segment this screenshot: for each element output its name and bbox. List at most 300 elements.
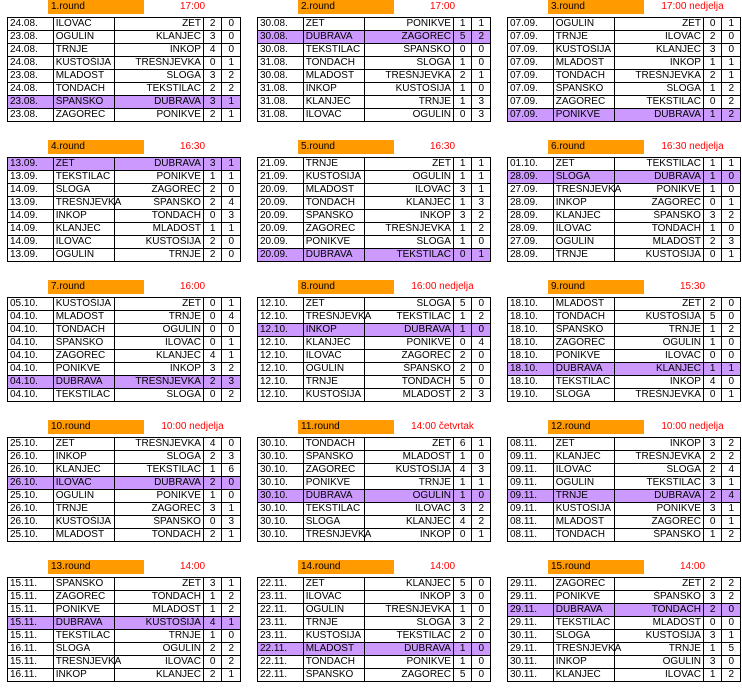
- away-score: 3: [472, 197, 491, 210]
- home-score: 1: [453, 83, 472, 96]
- away-score: 2: [722, 669, 741, 682]
- home-team: SLOGA: [53, 643, 114, 656]
- home-score: 1: [703, 158, 722, 171]
- away-score: 0: [222, 630, 241, 643]
- match-row: [8, 31, 241, 44]
- home-score: 2: [703, 464, 722, 477]
- match-row: [508, 184, 741, 197]
- match-date: 30.08.: [258, 31, 304, 44]
- away-score: 0: [222, 249, 241, 262]
- home-team: DUBRAVA: [303, 490, 364, 503]
- match-date: 30.10.: [258, 477, 304, 490]
- away-score: 1: [472, 171, 491, 184]
- home-team: ZAGOREC: [303, 223, 364, 236]
- match-row: [8, 503, 241, 516]
- away-team: DUBRAVA: [614, 490, 703, 503]
- away-team: TREŠNJEVKA: [364, 604, 453, 617]
- away-score: 0: [472, 350, 491, 363]
- home-score: 1: [703, 324, 722, 337]
- away-score: 1: [222, 503, 241, 516]
- away-team: PONIKVE: [364, 18, 453, 31]
- home-team: OGULIN: [53, 490, 114, 503]
- match-row: [258, 249, 491, 262]
- away-team: TRNJE: [614, 643, 703, 656]
- home-team: KUSTOŠIJA: [53, 516, 114, 529]
- home-team: ILOVAC: [303, 109, 364, 122]
- away-score: 1: [722, 477, 741, 490]
- match-row: [8, 363, 241, 376]
- away-team: KLANJEC: [114, 669, 203, 682]
- home-team: INKOP: [53, 669, 114, 682]
- match-row: [508, 464, 741, 477]
- away-score: 0: [722, 298, 741, 311]
- away-score: 0: [472, 363, 491, 376]
- matches-table: [257, 437, 491, 542]
- away-score: 1: [722, 363, 741, 376]
- home-score: 0: [703, 249, 722, 262]
- match-row: [8, 477, 241, 490]
- away-team: ZAGOREC: [364, 350, 453, 363]
- away-team: MLADOST: [364, 389, 453, 402]
- match-row: [8, 669, 241, 682]
- home-score: 0: [453, 44, 472, 57]
- away-score: 0: [722, 350, 741, 363]
- home-score: 1: [703, 57, 722, 70]
- home-team: MLADOST: [553, 57, 614, 70]
- match-date: 16.11.: [8, 669, 54, 682]
- match-date: 22.11.: [258, 669, 304, 682]
- away-team: KUSTOŠIJA: [114, 236, 203, 249]
- match-row: [508, 630, 741, 643]
- round-label: 11.round: [298, 420, 394, 434]
- away-team: OGULIN: [114, 643, 203, 656]
- home-score: 4: [703, 376, 722, 389]
- round-header: [507, 280, 741, 294]
- match-date: 12.10.: [258, 337, 304, 350]
- match-row: [258, 311, 491, 324]
- match-row: [258, 350, 491, 363]
- home-team: TONDACH: [53, 83, 114, 96]
- match-row: [508, 438, 741, 451]
- home-team: SLOGA: [303, 516, 364, 529]
- away-score: 0: [222, 490, 241, 503]
- home-score: 4: [453, 516, 472, 529]
- match-row: [8, 591, 241, 604]
- home-score: 2: [453, 350, 472, 363]
- round-header: [7, 420, 241, 434]
- match-date: 20.09.: [258, 197, 304, 210]
- away-score: 1: [472, 529, 491, 542]
- away-team: ŠPANSKO: [114, 516, 203, 529]
- away-team: DUBRAVA: [614, 171, 703, 184]
- away-team: ŠPANSKO: [364, 44, 453, 57]
- home-team: ILOVAC: [553, 464, 614, 477]
- away-score: 3: [722, 236, 741, 249]
- match-date: 15.11.: [8, 656, 54, 669]
- home-score: 0: [203, 324, 222, 337]
- home-score: 2: [203, 236, 222, 249]
- away-score: 2: [472, 617, 491, 630]
- match-date: 29.11.: [508, 604, 554, 617]
- match-row: [258, 477, 491, 490]
- away-team: ZET: [114, 18, 203, 31]
- match-date: 28.09.: [508, 223, 554, 236]
- match-date: 04.10.: [8, 363, 54, 376]
- away-score: 1: [222, 578, 241, 591]
- away-team: TONDACH: [114, 591, 203, 604]
- match-row: [8, 44, 241, 57]
- match-row: [8, 197, 241, 210]
- home-score: 3: [203, 70, 222, 83]
- match-row: [508, 109, 741, 122]
- match-date: 14.09.: [8, 210, 54, 223]
- match-date: 13.09.: [8, 197, 54, 210]
- match-row: [8, 451, 241, 464]
- match-date: 07.09.: [508, 96, 554, 109]
- home-score: 0: [703, 350, 722, 363]
- away-score: 2: [222, 389, 241, 402]
- home-team: ZAGOREC: [303, 464, 364, 477]
- match-row: [8, 516, 241, 529]
- away-score: 0: [472, 236, 491, 249]
- away-team: SLOGA: [114, 389, 203, 402]
- away-team: KLANJEC: [364, 197, 453, 210]
- match-date: 28.09.: [508, 210, 554, 223]
- home-score: 2: [203, 18, 222, 31]
- home-team: ILOVAC: [53, 18, 114, 31]
- match-row: [508, 18, 741, 31]
- match-date: 04.10.: [8, 376, 54, 389]
- away-team: OGULIN: [114, 324, 203, 337]
- home-score: 3: [453, 503, 472, 516]
- match-date: 20.09.: [258, 210, 304, 223]
- away-team: DUBRAVA: [114, 477, 203, 490]
- match-row: [258, 223, 491, 236]
- home-team: TREŠNJEVKA: [553, 184, 614, 197]
- match-date: 29.11.: [508, 591, 554, 604]
- home-team: TRNJE: [553, 490, 614, 503]
- away-score: 3: [222, 210, 241, 223]
- home-team: OGULIN: [53, 31, 114, 44]
- match-date: 09.11.: [508, 451, 554, 464]
- home-team: ZET: [303, 298, 364, 311]
- away-score: 0: [472, 656, 491, 669]
- away-score: 0: [472, 630, 491, 643]
- round-header: [257, 560, 491, 574]
- away-score: 2: [722, 96, 741, 109]
- home-score: 0: [453, 109, 472, 122]
- away-team: INKOP: [614, 438, 703, 451]
- home-score: 3: [203, 363, 222, 376]
- away-score: 0: [472, 376, 491, 389]
- away-score: 0: [472, 298, 491, 311]
- home-score: 0: [203, 337, 222, 350]
- match-date: 26.10.: [8, 477, 54, 490]
- away-score: 2: [472, 516, 491, 529]
- away-score: 2: [222, 643, 241, 656]
- match-date: 04.10.: [8, 389, 54, 402]
- match-row: [8, 171, 241, 184]
- away-score: 2: [222, 83, 241, 96]
- away-team: INKOP: [364, 591, 453, 604]
- match-row: [508, 503, 741, 516]
- match-row: [258, 464, 491, 477]
- match-date: 13.09.: [8, 158, 54, 171]
- match-date: 09.11.: [508, 464, 554, 477]
- away-score: 0: [472, 578, 491, 591]
- home-score: 3: [703, 503, 722, 516]
- away-team: DUBRAVA: [614, 109, 703, 122]
- round-header: [257, 0, 491, 14]
- away-score: 0: [472, 57, 491, 70]
- away-team: KLANJEC: [114, 31, 203, 44]
- home-team: KUSTOŠIJA: [303, 630, 364, 643]
- match-row: [258, 210, 491, 223]
- match-date: 30.10.: [258, 503, 304, 516]
- away-score: 1: [222, 96, 241, 109]
- match-row: [508, 298, 741, 311]
- match-row: [8, 311, 241, 324]
- match-date: 12.10.: [258, 311, 304, 324]
- match-row: [8, 324, 241, 337]
- away-score: 5: [722, 643, 741, 656]
- home-score: 0: [703, 389, 722, 402]
- away-score: 0: [472, 591, 491, 604]
- home-team: MLADOST: [53, 311, 114, 324]
- round-block: [7, 0, 241, 122]
- away-score: 1: [722, 249, 741, 262]
- home-team: TEKSTILAC: [553, 376, 614, 389]
- away-team: OGULIN: [364, 109, 453, 122]
- away-team: ŠPANSKO: [114, 197, 203, 210]
- home-score: 1: [703, 643, 722, 656]
- match-date: 07.09.: [508, 109, 554, 122]
- away-score: 1: [222, 158, 241, 171]
- home-score: 6: [453, 438, 472, 451]
- round-header: [257, 140, 491, 154]
- home-team: TRNJE: [303, 376, 364, 389]
- away-team: KUSTOŠIJA: [614, 249, 703, 262]
- away-team: MLADOST: [114, 604, 203, 617]
- home-score: 0: [703, 617, 722, 630]
- away-team: TREŠNJEVKA: [614, 451, 703, 464]
- match-row: [258, 109, 491, 122]
- away-score: 0: [222, 324, 241, 337]
- matches-table: [7, 577, 241, 682]
- home-team: MLADOST: [553, 516, 614, 529]
- match-row: [8, 337, 241, 350]
- home-score: 0: [453, 337, 472, 350]
- away-team: ZET: [364, 438, 453, 451]
- match-row: [258, 31, 491, 44]
- match-row: [8, 630, 241, 643]
- home-score: 5: [453, 298, 472, 311]
- home-score: 3: [453, 210, 472, 223]
- home-team: TONDACH: [303, 57, 364, 70]
- round-block: [257, 560, 491, 682]
- home-team: TREŠNJEVKA: [303, 311, 364, 324]
- match-date: 27.09.: [508, 236, 554, 249]
- home-team: TONDACH: [553, 70, 614, 83]
- home-team: ZET: [53, 158, 114, 171]
- home-team: MLADOST: [53, 529, 114, 542]
- match-date: 18.10.: [508, 337, 554, 350]
- matches-table: [257, 577, 491, 682]
- away-score: 0: [222, 236, 241, 249]
- away-score: 1: [222, 298, 241, 311]
- match-date: 04.10.: [8, 337, 54, 350]
- match-date: 20.09.: [258, 223, 304, 236]
- match-row: [508, 324, 741, 337]
- away-score: 2: [472, 210, 491, 223]
- round-block: [7, 280, 241, 402]
- match-date: 29.11.: [508, 617, 554, 630]
- home-team: ILOVAC: [53, 236, 114, 249]
- home-score: 1: [703, 363, 722, 376]
- match-date: 12.10.: [258, 376, 304, 389]
- away-score: 0: [472, 451, 491, 464]
- round-header: [257, 280, 491, 294]
- away-team: ILOVAC: [614, 31, 703, 44]
- away-score: 3: [472, 464, 491, 477]
- home-score: 5: [453, 31, 472, 44]
- home-team: DUBRAVA: [553, 604, 614, 617]
- match-date: 18.10.: [508, 363, 554, 376]
- away-team: INKOP: [614, 376, 703, 389]
- match-row: [508, 223, 741, 236]
- match-date: 30.10.: [258, 529, 304, 542]
- home-score: 4: [203, 617, 222, 630]
- home-score: 2: [203, 83, 222, 96]
- match-row: [258, 83, 491, 96]
- match-date: 18.10.: [508, 350, 554, 363]
- away-score: 3: [472, 389, 491, 402]
- round-block: [507, 0, 741, 122]
- away-score: 2: [722, 438, 741, 451]
- match-row: [508, 171, 741, 184]
- round-time: 14:00: [679, 561, 706, 572]
- home-score: 1: [203, 171, 222, 184]
- matches-table: [7, 17, 241, 122]
- round-label: 2.round: [298, 0, 394, 14]
- home-team: MLADOST: [53, 70, 114, 83]
- match-row: [508, 249, 741, 262]
- away-score: 2: [722, 83, 741, 96]
- round-label: 13.round: [48, 560, 144, 574]
- match-row: [508, 31, 741, 44]
- home-team: ŠPANSKO: [553, 324, 614, 337]
- home-score: 1: [453, 490, 472, 503]
- home-team: KLANJEC: [53, 464, 114, 477]
- match-row: [258, 324, 491, 337]
- home-score: 1: [453, 197, 472, 210]
- match-row: [8, 578, 241, 591]
- home-team: KUSTOŠIJA: [303, 171, 364, 184]
- match-date: 08.11.: [508, 438, 554, 451]
- home-score: 3: [703, 656, 722, 669]
- home-score: 3: [703, 630, 722, 643]
- away-score: 0: [722, 44, 741, 57]
- away-score: 0: [222, 438, 241, 451]
- home-team: KLANJEC: [303, 337, 364, 350]
- away-team: TEKSTILAC: [364, 630, 453, 643]
- away-team: PONIKVE: [114, 109, 203, 122]
- match-date: 20.09.: [258, 184, 304, 197]
- home-team: TREŠNJEVKA: [53, 656, 114, 669]
- home-team: ZAGOREC: [53, 350, 114, 363]
- match-row: [508, 656, 741, 669]
- away-team: DUBRAVA: [364, 643, 453, 656]
- match-row: [258, 184, 491, 197]
- match-date: 28.09.: [508, 171, 554, 184]
- home-team: SLOGA: [553, 171, 614, 184]
- away-team: SLOGA: [614, 83, 703, 96]
- match-row: [258, 337, 491, 350]
- away-team: PONIKVE: [114, 171, 203, 184]
- match-date: 20.09.: [258, 249, 304, 262]
- away-team: SLOGA: [364, 617, 453, 630]
- match-row: [508, 158, 741, 171]
- away-score: 0: [472, 44, 491, 57]
- home-team: ZET: [553, 158, 614, 171]
- home-team: KUSTOŠIJA: [553, 44, 614, 57]
- home-team: ŠPANSKO: [303, 210, 364, 223]
- home-team: OGULIN: [303, 363, 364, 376]
- away-score: 3: [222, 451, 241, 464]
- match-date: 15.11.: [8, 630, 54, 643]
- match-row: [258, 57, 491, 70]
- home-team: TRNJE: [303, 617, 364, 630]
- round-header: [257, 420, 491, 434]
- matches-table: [7, 297, 241, 402]
- match-date: 31.08.: [258, 83, 304, 96]
- away-team: ZET: [114, 578, 203, 591]
- away-score: 2: [722, 578, 741, 591]
- home-score: 2: [453, 363, 472, 376]
- away-team: ZAGOREC: [614, 197, 703, 210]
- away-score: 2: [472, 311, 491, 324]
- match-date: 26.10.: [8, 516, 54, 529]
- match-date: 08.11.: [508, 516, 554, 529]
- match-row: [8, 604, 241, 617]
- away-score: 1: [722, 389, 741, 402]
- round-label: 1.round: [48, 0, 144, 14]
- home-score: 1: [453, 643, 472, 656]
- away-score: 2: [722, 109, 741, 122]
- match-row: [8, 184, 241, 197]
- home-score: 3: [453, 591, 472, 604]
- away-team: ŠPANSKO: [614, 529, 703, 542]
- match-date: 12.10.: [258, 389, 304, 402]
- match-date: 22.11.: [258, 643, 304, 656]
- home-score: 4: [203, 44, 222, 57]
- away-team: TEKSTILAC: [364, 311, 453, 324]
- away-score: 2: [222, 70, 241, 83]
- home-team: MLADOST: [553, 298, 614, 311]
- home-score: 1: [703, 184, 722, 197]
- away-team: MLADOST: [364, 451, 453, 464]
- away-score: 0: [722, 604, 741, 617]
- away-team: TREŠNJEVKA: [364, 70, 453, 83]
- round-time: 16:00 nedjelja: [411, 281, 474, 292]
- home-score: 1: [453, 604, 472, 617]
- match-date: 26.10.: [8, 503, 54, 516]
- matches-table: [257, 17, 491, 122]
- home-team: TREŠNJEVKA: [553, 643, 614, 656]
- away-score: 0: [722, 223, 741, 236]
- match-date: 09.11.: [508, 477, 554, 490]
- home-team: ZET: [303, 18, 364, 31]
